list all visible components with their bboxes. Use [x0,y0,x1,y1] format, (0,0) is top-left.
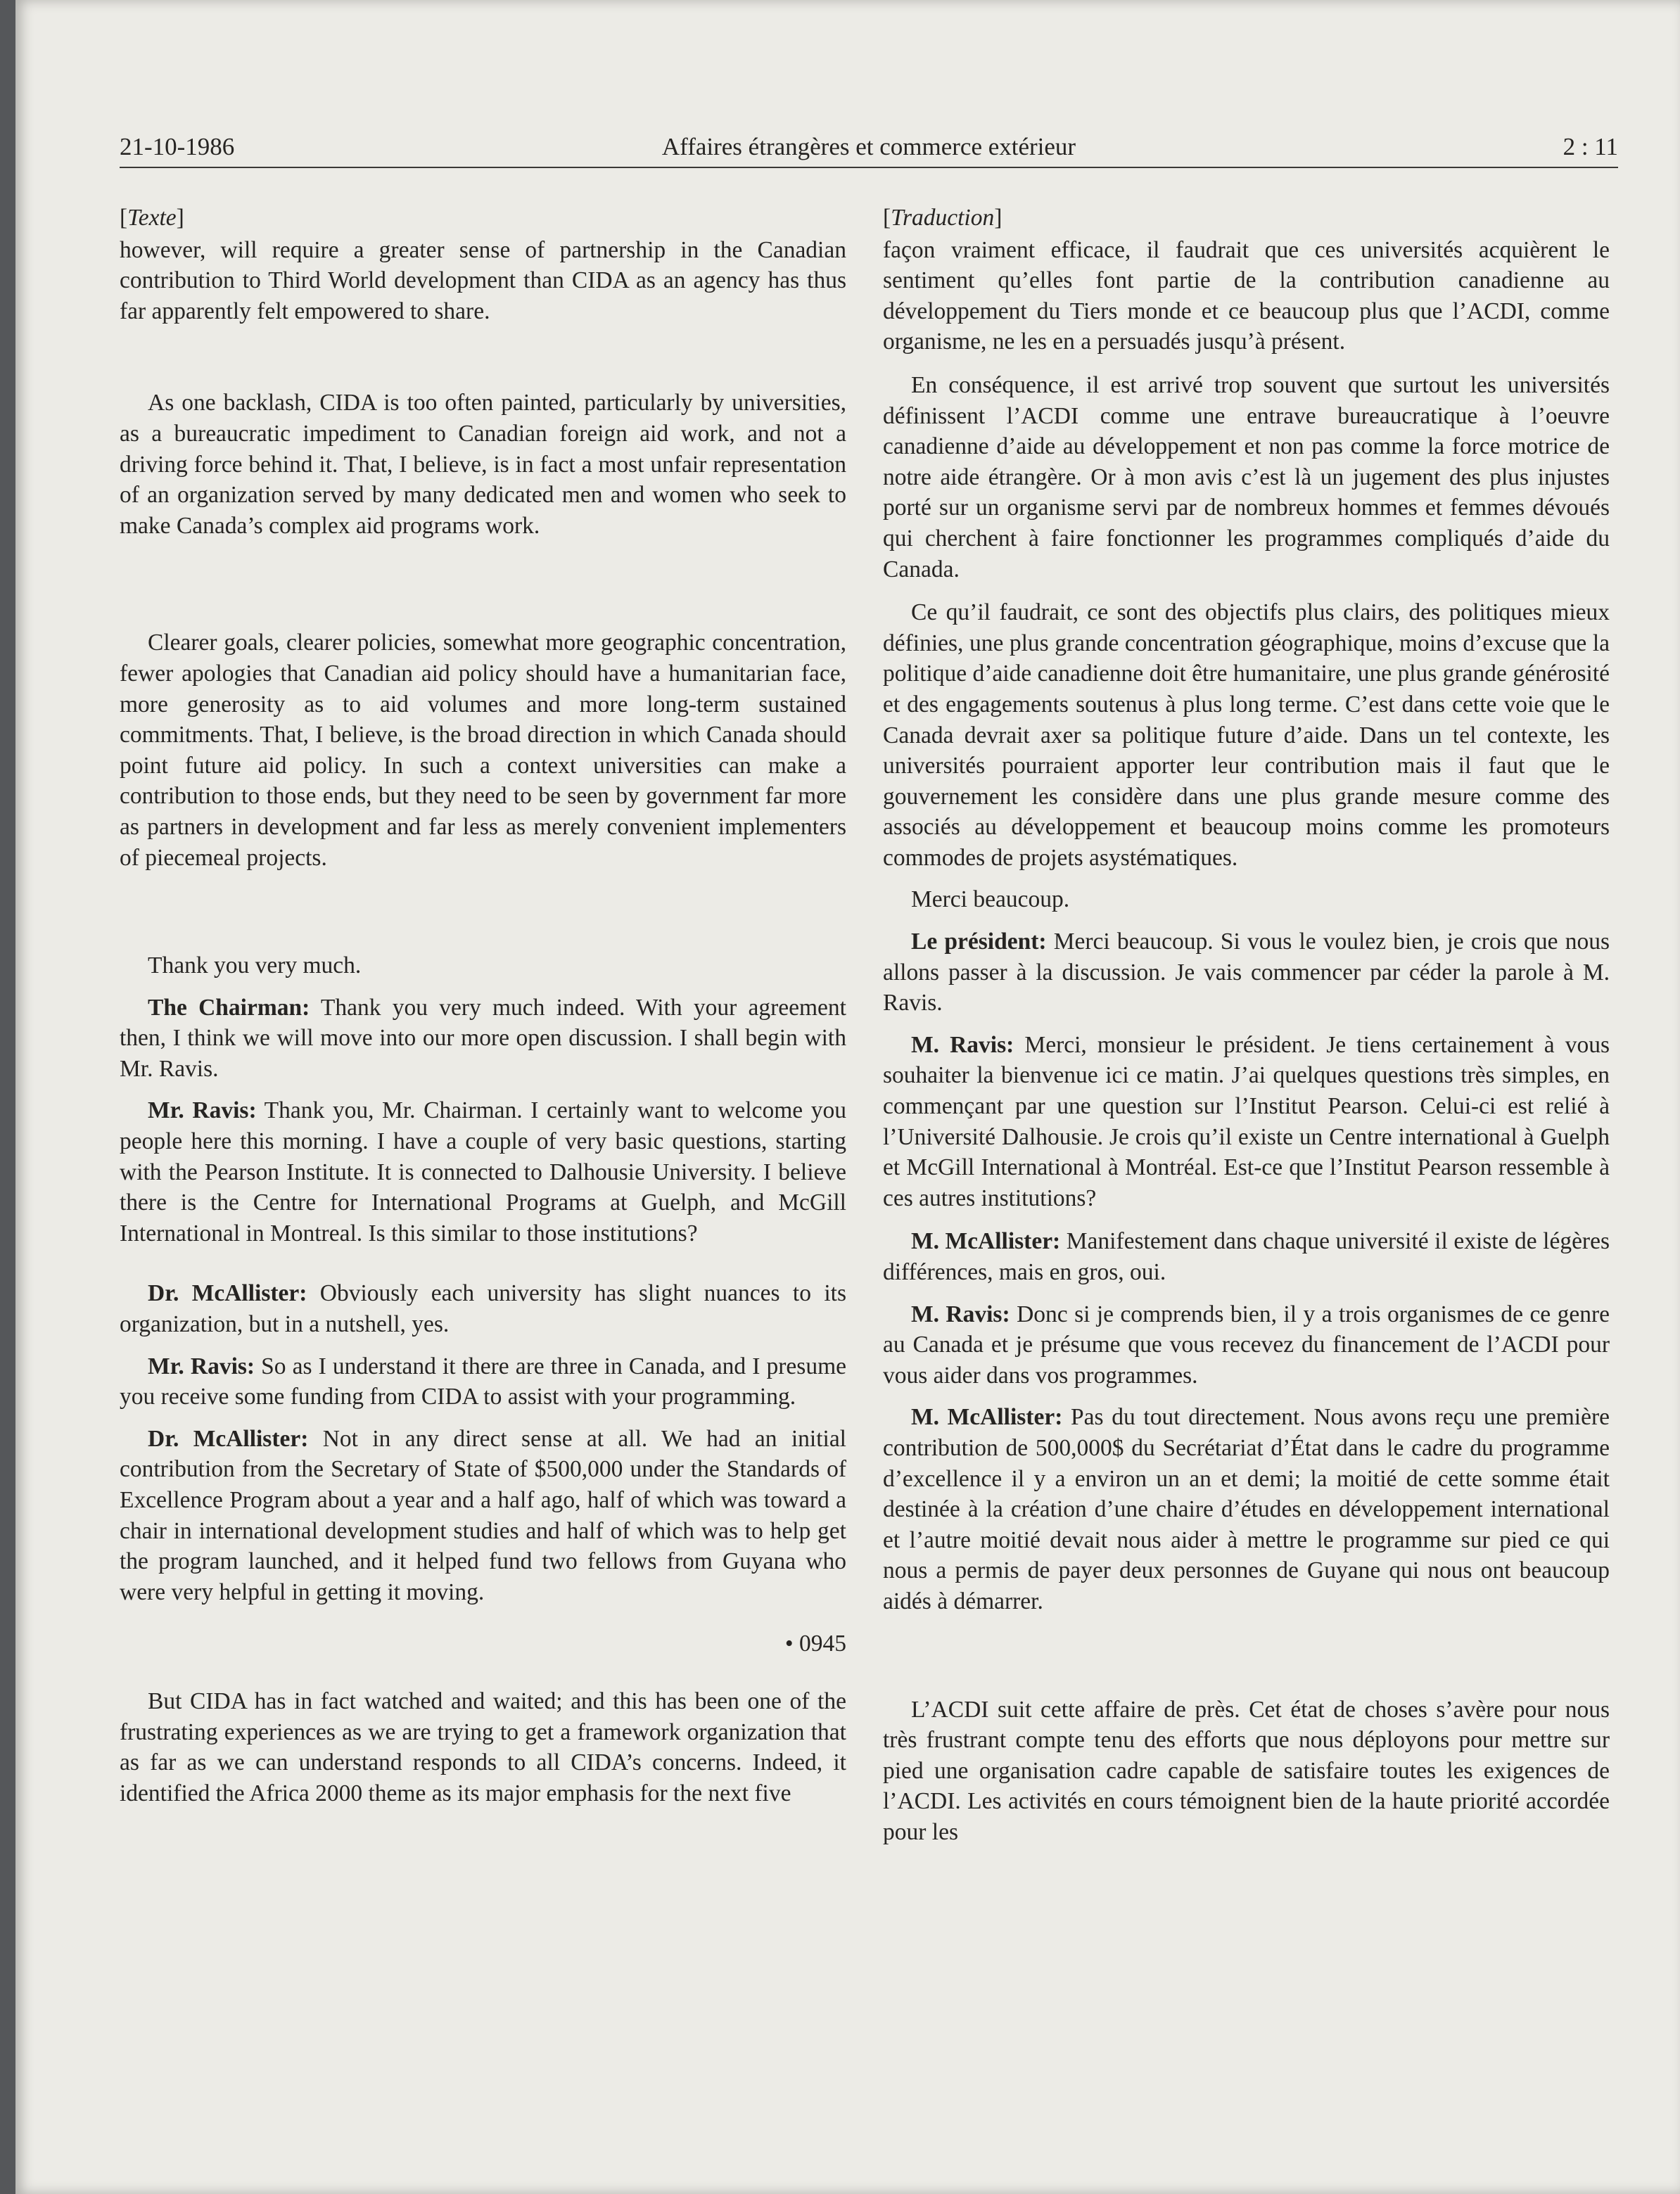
paragraph: Le président: Merci beaucoup. Si vous le voulez bien, je crois que nous allons passer à la discussion. Je vais commencer par céder la parole à M. Ravis. [883,929,1610,1016]
speaker-name: Dr. McAllister: [148,1280,307,1307]
paragraph: M. McAllister: Pas du tout directement. Nous avons reçu une première contribution de 500,000$ du Secrétariat d’État dans le cadre du programme d’excellence il y a environ un an et demi; la moitié de cette somme était destinée à la création d’une chaire d’études en développement international et l’autre moitié devait nous aider à mettre le programme sur pied ce qui nous a permis de payer deux personnes de Guyane qui nous ont beaucoup aidés à démarrer. [883,1404,1610,1614]
speaker-name: Le président: [911,929,1047,955]
speaker-name: Mr. Ravis: [148,1353,255,1379]
paragraph: Mr. Ravis: So as I understand it there are three in Canada, and I presume you receive some funding from CIDA to assist with your programming. [120,1353,846,1410]
document-page [15,0,1680,2194]
header-page-number: 2 : 11 [1563,133,1618,160]
section-label-texte: [Texte] [120,205,184,231]
header-date: 21-10-1986 [120,133,235,160]
paragraph: M. Ravis: Merci, monsieur le président. Je tiens certainement à vous souhaiter la bienvenue ici ce matin. J’ai quelques questions très simples, en commençant par une question sur l’Institut Pearson. Celui-ci est relié à l’Université Dalhousie. Je crois qu’il existe un Centre international à Guelph et McGill International à Montréal. Est-ce que l’Institut Pearson ressemble à ces autres institutions? [883,1031,1610,1211]
paragraph: Dr. McAllister: Not in any direct sense at all. We had an initial contribution from the Secretary of State of $500,000 under the Standards of Excellence Program about a year and a half ago, half of which was toward a chair in international development studies and half of which was to help get the program launched, and it helped fund two fellows from Guyana who were very helpful in getting it moving. [120,1425,846,1605]
paragraph: Clearer goals, clearer policies, somewhat more geographic concentration, fewer apologies that Canadian aid policy should have a humanitarian face, more generosity as to aid volumes and more long-term sustained commitments. That, I believe, is the broad direction in which Canada should point future aid policy. In such a context universities can make a contribution to those ends, but they need to be seen by government far more as partners in development and far less as merely convenient implementers of piecemeal projects. [120,630,846,871]
paragraph: The Chairman: Thank you very much indeed. With your agreement then, I think we will move into our more open discussion. I shall begin with Mr. Ravis. [120,994,846,1082]
paragraph: M. McAllister: Manifestement dans chaque université il existe de légères différences, mais en gros, oui. [883,1228,1610,1285]
english-column [120,203,846,1809]
paragraph: Thank you very much. [148,952,362,979]
paragraph: L’ACDI suit cette affaire de près. Cet état de choses s’avère pour nous très frustrant compte tenu des efforts que nous déployons pour mettre sur pied une organisation cadre capable de satisfaire toutes les exigences de l’ACDI. Les activités en cours témoignent bien de la haute priorité accordée pour les [883,1696,1610,1845]
paragraph: Mr. Ravis: Thank you, Mr. Chairman. I certainly want to welcome you people here this morning. I have a couple of very basic questions, starting with the Pearson Institute. It is connected to Dalhousie University. I believe there is the Centre for International Programs at Guelph, and McGill International in Montreal. Is this similar to those institutions? [120,1097,847,1246]
page-header [120,129,1618,165]
header-rule [120,167,1618,168]
time-marker: • 0945 [784,1631,846,1657]
speaker-name: Dr. McAllister: [148,1425,309,1452]
speaker-name: M. Ravis: [911,1031,1014,1058]
header-title: Affaires étrangères et commerce extérieur [661,133,1076,160]
speaker-name: M. Ravis: [911,1301,1010,1327]
paragraph: M. Ravis: Donc si je comprends bien, il y a trois organismes de ce genre au Canada et je présume que vous recevez du financement de l’ACDI pour vous aider dans vos programmes. [883,1301,1610,1389]
paragraph: En conséquence, il est arrivé trop souvent que surtout les universités définissent l’ACDI comme une entrave bureaucratique à l’oeuvre canadienne d’aide au développement et non pas comme la force motrice de notre aide étrangère. Or à mon avis c’est là un jugement des plus injustes porté sur un organisme servi par de nombreux hommes et femmes dévoués qui cherchent à faire fonctionner les programmes compliqués d’aide du Canada. [883,371,1610,582]
paragraph: As one backlash, CIDA is too often painted, particularly by universities, as a bureaucratic impediment to Canadian foreign aid work, and not a driving force behind it. That, I believe, is in fact a most unfair representation of an organization served by many dedicated men and women who seek to make Canada’s complex aid programs work. [120,390,846,539]
paragraph: Merci beaucoup. [911,886,1070,913]
paragraph: Ce qu’il faudrait, ce sont des objectifs plus clairs, des politiques mieux définies, une plus grande concentration géographique, moins d’excuse que la politique d’aide canadienne doit être humanitaire, une plus grande générosité et des engagements soutenus à plus long terme. C’est dans cette voie que le Canada devrait axer sa politique future d’aide. Dans un tel contexte, les universités pourraient apporter leur contribution mais il faut que le gouvernement les considère dans une plus grande mesure comme des associés au développement et beaucoup moins comme les promoteurs commodes de projets asystématiques. [883,599,1610,871]
paragraph: façon vraiment efficace, il faudrait que ces universités acquièrent le sentiment qu’elles font partie de la contribution canadienne au développement du Tiers monde et ce beaucoup plus que l’ACDI, comme organisme, ne les en a persuadés jusqu’à présent. [883,236,1610,355]
paragraph: But CIDA has in fact watched and waited; and this has been one of the frustrating experiences as we are trying to get a framework organization that as far as we can understand responds to all CIDA’s concerns. Indeed, it identified the Africa 2000 theme as its major emphasis for the next five [120,1688,846,1806]
section-label-traduction: [Traduction] [883,205,1003,231]
paragraph: Dr. McAllister: Obviously each university has slight nuances to its organization, but in a nutshell, yes. [120,1280,846,1338]
speaker-name: M. McAllister: [911,1404,1063,1431]
french-column [883,203,1610,1848]
speaker-name: Mr. Ravis: [148,1097,257,1124]
speaker-name: M. McAllister: [911,1228,1061,1255]
speaker-name: The Chairman: [148,994,310,1021]
paragraph: however, will require a greater sense of partnership in the Canadian contribution to Third World development than CIDA as an agency has thus far apparently felt empowered to share. [120,236,846,324]
